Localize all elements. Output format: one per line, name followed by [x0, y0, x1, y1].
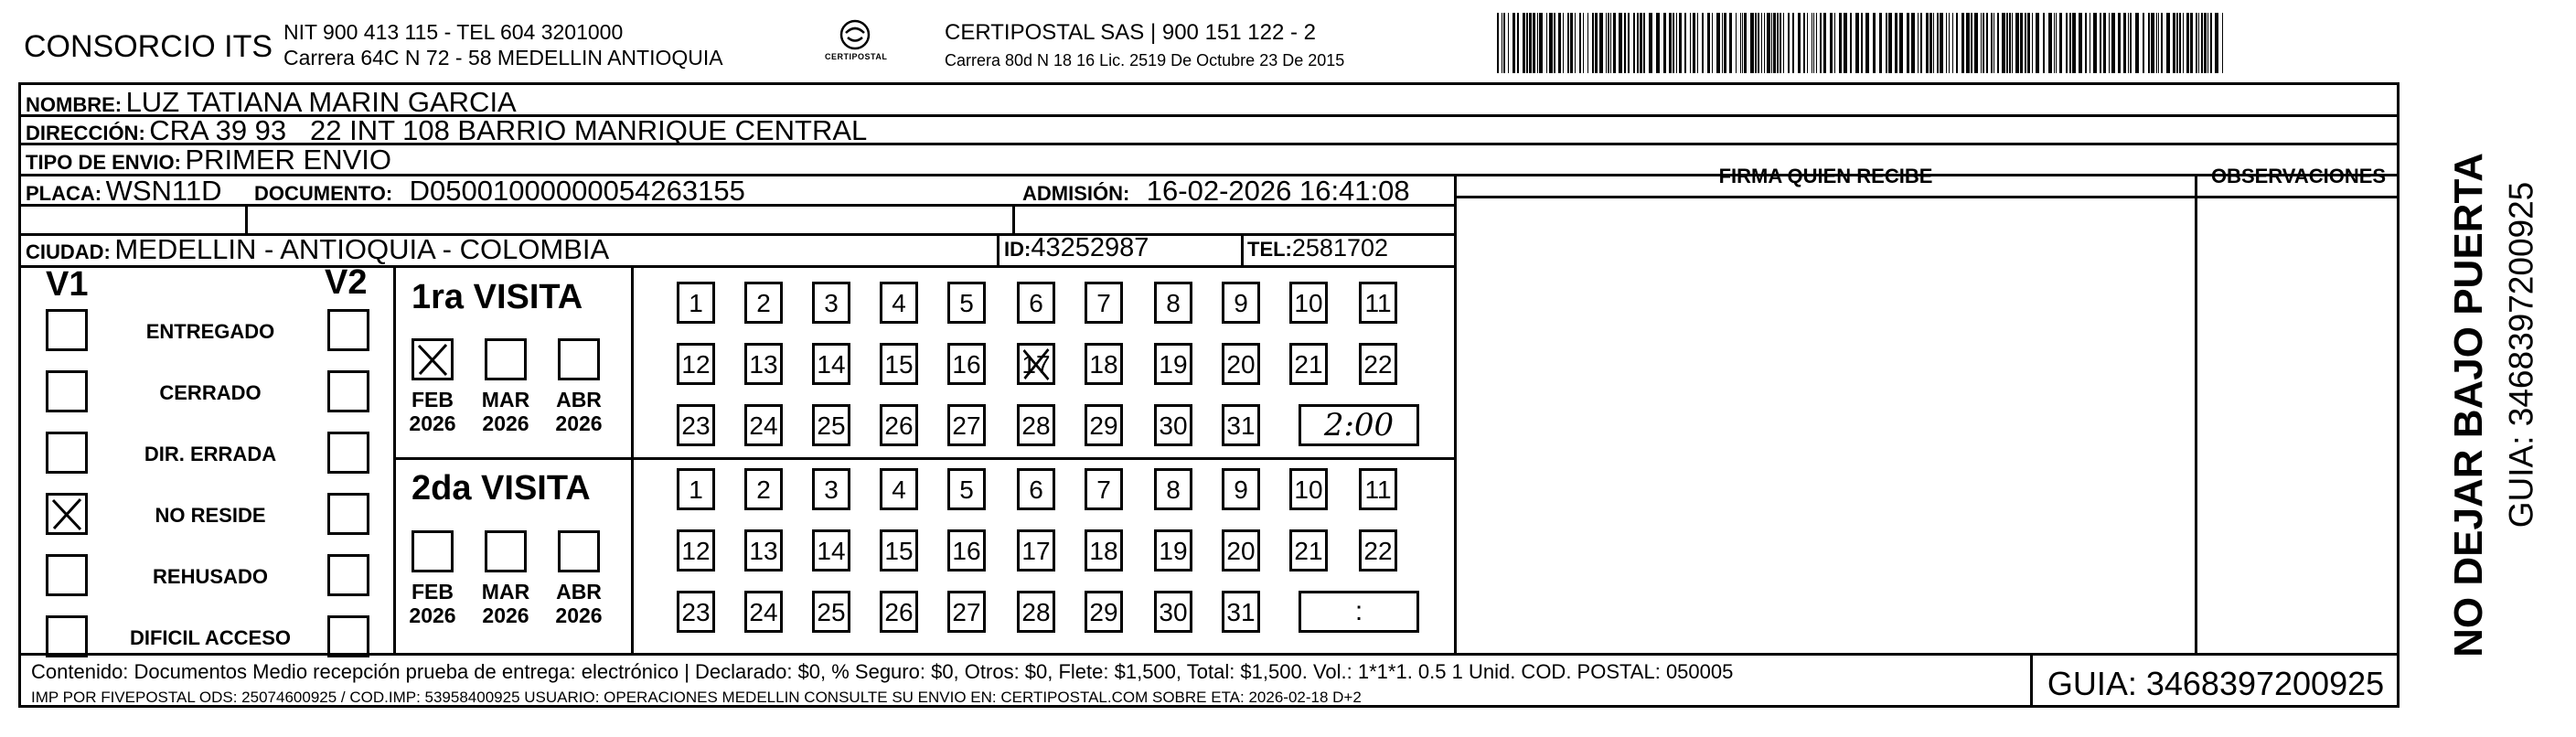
second-visit-day-6[interactable]: 6 [1017, 468, 1055, 510]
status-label: ENTREGADO [145, 320, 275, 343]
admission-field: ADMISIÓN: 16-02-2026 16:41:08 [1022, 175, 1410, 207]
status-row [27, 547, 370, 602]
first-visit-day-23[interactable]: 23 [677, 404, 715, 446]
first-visit-month-checkbox[interactable] [558, 338, 600, 380]
second-visit-title: 2da VISITA [412, 469, 591, 507]
first-visit-day-2[interactable]: 2 [744, 282, 783, 324]
second-visit-day-5[interactable]: 5 [947, 468, 986, 510]
second-visit-day-17[interactable]: 17 [1017, 529, 1055, 571]
second-visit-day-1[interactable]: 1 [677, 468, 715, 510]
shipment-type-field: TIPO DE ENVIO: PRIMER ENVIO [26, 144, 392, 176]
v1-status-checkbox[interactable] [46, 615, 88, 657]
company-nit: NIT 900 413 115 - TEL 604 3201000 [283, 20, 624, 44]
first-visit-day-21[interactable]: 21 [1289, 343, 1328, 385]
side-warning: NO DEJAR BAJO PUERTA [2446, 153, 2491, 657]
certipostal-logo-icon [823, 16, 887, 71]
id-value: 43252987 [1031, 233, 1149, 262]
first-visit-day-16[interactable]: 16 [947, 343, 986, 385]
second-visit-day-14[interactable]: 14 [812, 529, 850, 571]
document-field: DOCUMENTO: D05001000000054263155 [254, 175, 745, 207]
signature-area[interactable] [1457, 198, 2194, 652]
second-visit-day-13[interactable]: 13 [744, 529, 783, 571]
shipment-type-value: PRIMER ENVIO [185, 144, 392, 176]
v1-status-checkbox[interactable] [46, 493, 88, 535]
second-visit-month-checkbox[interactable] [485, 530, 527, 572]
second-visit-time-box[interactable]: : [1299, 591, 1419, 633]
second-visit-day-20[interactable]: 20 [1222, 529, 1260, 571]
second-visit-day-9[interactable]: 9 [1222, 468, 1260, 510]
company-name: CONSORCIO ITS [24, 29, 273, 64]
contents-line: Contenido: Documentos Medio recepción prueba de entrega: electrónico | Declarado: $0, % Seguro: $0, Otros: $0, Flete: $1,500, Total: $1,500. Vol.: 1*1*1. 0.5 1 Unid. COD. POSTAL: 050005 [31, 660, 1734, 683]
first-visit-day-19[interactable]: 19 [1154, 343, 1192, 385]
status-label: CERRADO [159, 381, 262, 404]
observations-area[interactable] [2197, 198, 2399, 652]
status-label: DIR. ERRADA [144, 443, 277, 465]
v2-label: V2 [325, 263, 368, 302]
id-field: ID:43252987 [1004, 233, 1149, 262]
v1-label: V1 [46, 265, 89, 304]
second-visit-day-8[interactable]: 8 [1154, 468, 1192, 510]
document-value: D05001000000054263155 [409, 175, 745, 207]
name-value: LUZ TATIANA MARIN GARCIA [125, 86, 517, 118]
first-visit-month-label: MAR 2026 [481, 388, 530, 436]
observations-header: OBSERVACIONES [2210, 165, 2387, 187]
first-visit-day-31[interactable]: 31 [1222, 404, 1260, 446]
name-field: NOMBRE: LUZ TATIANA MARIN GARCIA [26, 86, 517, 118]
check-x-icon [1020, 346, 1053, 382]
address-field: DIRECCIÓN: CRA 39 93 22 INT 108 BARRIO MANRIQUE CENTRAL [26, 114, 868, 146]
v2-status-checkbox[interactable] [327, 615, 369, 657]
first-visit-day-11[interactable]: 11 [1359, 282, 1397, 324]
second-visit-day-24[interactable]: 24 [744, 591, 783, 633]
second-visit-day-4[interactable]: 4 [880, 468, 918, 510]
barcode [1497, 13, 2224, 73]
first-visit-day-24[interactable]: 24 [744, 404, 783, 446]
first-visit-day-30[interactable]: 30 [1154, 404, 1192, 446]
status-row [27, 486, 370, 540]
second-visit-day-30[interactable]: 30 [1154, 591, 1192, 633]
second-visit-day-22[interactable]: 22 [1359, 529, 1397, 571]
first-visit-day-4[interactable]: 4 [880, 282, 918, 324]
second-visit-day-3[interactable]: 3 [812, 468, 850, 510]
second-visit-day-12[interactable]: 12 [677, 529, 715, 571]
first-visit-day-1[interactable]: 1 [677, 282, 715, 324]
certipostal-logo-text: CERTIPOSTAL [825, 52, 888, 61]
second-visit-day-19[interactable]: 19 [1154, 529, 1192, 571]
second-visit-day-26[interactable]: 26 [880, 591, 918, 633]
first-visit-month-checkbox[interactable] [485, 338, 527, 380]
first-visit-day-17[interactable]: 17 [1017, 343, 1055, 385]
v2-status-checkbox[interactable] [327, 370, 369, 412]
v1-status-checkbox[interactable] [46, 554, 88, 596]
plate-value: WSN11D [105, 175, 222, 207]
tel-field: TEL:2581702 [1247, 234, 1389, 262]
second-visit-month-label: ABR 2026 [555, 580, 603, 628]
company-address: Carrera 64C N 72 - 58 MEDELLIN ANTIOQUIA [283, 46, 723, 69]
first-visit-day-14[interactable]: 14 [812, 343, 850, 385]
first-visit-day-8[interactable]: 8 [1154, 282, 1192, 324]
second-visit-day-28[interactable]: 28 [1017, 591, 1055, 633]
second-visit-day-29[interactable]: 29 [1085, 591, 1123, 633]
first-visit-month-label: FEB 2026 [409, 388, 456, 436]
carrier-name: CERTIPOSTAL SAS | 900 151 122 - 2 [945, 20, 1316, 45]
v2-status-checkbox[interactable] [327, 309, 369, 351]
first-visit-day-22[interactable]: 22 [1359, 343, 1397, 385]
carrier-license: Carrera 80d N 18 16 Lic. 2519 De Octubre 23 De 2015 [945, 51, 1345, 69]
check-x-icon [414, 341, 451, 378]
second-visit-month-label: MAR 2026 [481, 580, 530, 628]
first-visit-day-18[interactable]: 18 [1085, 343, 1123, 385]
first-visit-day-20[interactable]: 20 [1222, 343, 1260, 385]
first-visit-title: 1ra VISITA [412, 278, 583, 316]
v1-status-checkbox[interactable] [46, 370, 88, 412]
second-visit-day-31[interactable]: 31 [1222, 591, 1260, 633]
first-visit-day-6[interactable]: 6 [1017, 282, 1055, 324]
status-label: REHUSADO [153, 565, 268, 588]
address-value: CRA 39 93 22 INT 108 BARRIO MANRIQUE CENTRAL [149, 114, 868, 146]
second-visit-day-2[interactable]: 2 [744, 468, 783, 510]
status-label: NO RESIDE [155, 504, 266, 527]
second-visit-month-checkbox[interactable] [412, 530, 454, 572]
status-label: DIFICIL ACCESO [129, 626, 291, 649]
city-field: CIUDAD: MEDELLIN - ANTIOQUIA - COLOMBIA [26, 233, 610, 265]
first-visit-month-label: ABR 2026 [555, 388, 603, 436]
first-visit-day-12[interactable]: 12 [677, 343, 715, 385]
admission-value: 16-02-2026 16:41:08 [1146, 175, 1410, 207]
status-row [27, 424, 370, 479]
v1-status-checkbox[interactable] [46, 432, 88, 474]
first-visit-day-3[interactable]: 3 [812, 282, 850, 324]
signature-header: FIRMA QUIEN RECIBE [1718, 165, 1933, 187]
first-visit-day-27[interactable]: 27 [947, 404, 986, 446]
first-visit-month-checkbox[interactable] [412, 338, 454, 380]
second-visit-day-7[interactable]: 7 [1085, 468, 1123, 510]
city-value: MEDELLIN - ANTIOQUIA - COLOMBIA [114, 233, 610, 265]
tel-value: 2581702 [1291, 234, 1389, 262]
status-row [27, 302, 370, 357]
second-visit-month-label: FEB 2026 [409, 580, 456, 628]
first-visit-time-box[interactable]: 2:00 [1299, 404, 1419, 446]
first-visit-day-10[interactable]: 10 [1289, 282, 1328, 324]
plate-field: PLACA: WSN11D [26, 175, 222, 207]
second-visit-day-18[interactable]: 18 [1085, 529, 1123, 571]
guide-box-number: GUIA: 3468397200925 [2047, 665, 2385, 702]
first-visit-day-5[interactable]: 5 [947, 282, 986, 324]
first-visit-day-13[interactable]: 13 [744, 343, 783, 385]
print-info-line: IMP POR FIVEPOSTAL ODS: 25074600925 / COD.IMP: 53958400925 USUARIO: OPERACIONES MEDELLIN CONSULTE SU ENVIO EN: CERTIPOSTAL.COM SOBRE ETA: 2026-02-18 D+2 [31, 689, 1362, 706]
second-visit-day-16[interactable]: 16 [947, 529, 986, 571]
second-visit-day-23[interactable]: 23 [677, 591, 715, 633]
status-row [27, 608, 370, 663]
second-visit-month-checkbox[interactable] [558, 530, 600, 572]
certipostal-logo [823, 16, 887, 71]
v2-status-checkbox[interactable] [327, 493, 369, 535]
second-visit-day-21[interactable]: 21 [1289, 529, 1328, 571]
v2-status-checkbox[interactable] [327, 554, 369, 596]
first-visit-day-25[interactable]: 25 [812, 404, 850, 446]
first-visit-day-28[interactable]: 28 [1017, 404, 1055, 446]
first-visit-day-7[interactable]: 7 [1085, 282, 1123, 324]
second-visit-day-25[interactable]: 25 [812, 591, 850, 633]
first-visit-day-9[interactable]: 9 [1222, 282, 1260, 324]
second-visit-day-15[interactable]: 15 [880, 529, 918, 571]
side-guide: GUIA: 3468397200925 [2502, 181, 2540, 529]
first-visit-day-29[interactable]: 29 [1085, 404, 1123, 446]
status-row [27, 363, 370, 418]
v2-status-checkbox[interactable] [327, 432, 369, 474]
second-visit-day-11[interactable]: 11 [1359, 468, 1397, 510]
second-visit-day-10[interactable]: 10 [1289, 468, 1328, 510]
first-visit-day-15[interactable]: 15 [880, 343, 918, 385]
first-visit-day-26[interactable]: 26 [880, 404, 918, 446]
check-x-icon [48, 496, 85, 532]
v1-status-checkbox[interactable] [46, 309, 88, 351]
second-visit-day-27[interactable]: 27 [947, 591, 986, 633]
